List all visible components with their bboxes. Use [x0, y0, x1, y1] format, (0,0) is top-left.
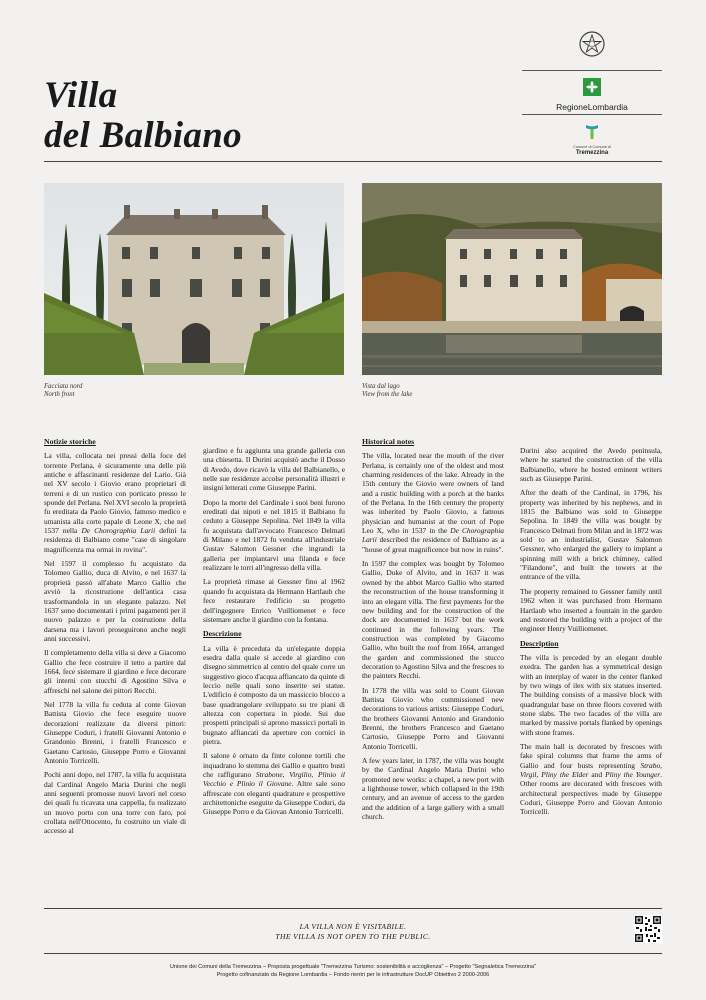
header-divider: [44, 161, 662, 162]
caption-north-front-en: North front: [44, 391, 75, 398]
region-cross-icon: [583, 78, 601, 96]
footer-divider: [44, 953, 662, 954]
caption-north-front: [44, 383, 82, 399]
english-column-2: [520, 446, 662, 822]
logos-column: [522, 20, 662, 160]
heading-description: Description: [520, 638, 559, 648]
logo-divider: [522, 114, 662, 115]
caption-lake-view-en: View from the lake: [362, 391, 413, 398]
footer-credits: [0, 963, 706, 979]
tremezzina-logo: [522, 122, 662, 157]
english-paragraph: A few years later, in 1787, the villa was bought by the Cardinal Angelo Maria Durini who promoted new works: a chapel, a new port with a lighthouse tower, which collapsed in the 19th century, and an avenue of access to the garden and the addition of a large gallery with a small church.: [362, 756, 504, 822]
italian-column-2: [203, 446, 345, 822]
tremezzina-small-text: Comune di Comune di: [573, 145, 611, 149]
english-paragraph: The main hall is decorated by frescoes with fake spiral columns that frame the arms of Gallio and four busts representing Strabo, Virgil, Pliny the Elder and Pliny the Younger. Other rooms are decorated with frescoes with architectural perspectives made by Giuseppe Coduri, Giuseppe Porro and Giovan Antonio Torricelli.: [520, 741, 662, 817]
italian-paragraph: La proprietà rimase ai Gessner fino al 1962 quando fu acquistata da Hermann Hartlaub che fece restaurare l'edificio su progetto dell'ingegnere Enrico Vuilliomenet e fece sistemare anche il giardino con la fontana.: [203, 577, 345, 624]
republic-emblem-icon: [522, 28, 662, 65]
photo-lake-view: [362, 183, 662, 375]
page-title: [44, 76, 242, 156]
italian-paragraph: La villa, collocata nei pressi della foce del torrente Perlana, è sicuramente una delle più antiche e affascinanti residenze del Lario. Già nel XV secolo i Giovio erano proprietari di terreni e di un rustico con porticato presso le sponde del Perlana. Nel XVI secolo la proprietà fu ereditata da Paolo Giovio, famoso medico e umanista alla corte papale di Leone X, che nel 1537 nella De Chorographia Larii definì la residenza di Balbiano come "case di singolare magnificenza ma ormai in rovina".: [44, 451, 187, 554]
region-logo-text: RegioneLombardia: [556, 102, 628, 112]
notice-english: THE VILLA IS NOT OPEN TO THE PUBLIC.: [275, 932, 431, 941]
photo-north-front: [44, 183, 344, 375]
heading-notizie-storiche: Notizie storiche: [44, 437, 96, 446]
visiting-notice: [0, 922, 706, 942]
qr-code-icon[interactable]: [634, 915, 662, 943]
english-paragraph: The property remained to Gessner family until 1962 when it was purchased from Hermann Hartlaub who inserted a fountain in the garden and restored the building with a project of the engineer Henry Vuilliomenet.: [520, 586, 662, 634]
footer-line-1: Unione dei Comuni della Tremezzina – Proposta progettuale "Tremezzina Turismo: sostenibilità e accoglienza" – Progetto "Segnaletica Tremezzina": [169, 964, 537, 970]
italian-paragraph: La villa è preceduta da un'elegante doppia esedra dalla quale si accede al giardino con disegno simmetrico al centro del quale corre un suggestivo gioco d'acqua affiancato da quinte di leccio nelle quali sono inserite sei statue. L'edificio è composto da un massiccio blocco a base quadrangolare sviluppato su tre piani di altezza con copertura in piode. Sui due prospetti principali si aprono massicci portali in bugnato affiancati da aperture con cornici in pietra.: [203, 643, 345, 746]
italian-paragraph: Nel 1597 il complesso fu acquistato da Tolomeo Gallio, duca di Alvito, e nel 1637 la proprietà passò all'abate Marco Gallio che avviò la ricostruzione dell'antica casa trasformandola in un elegante palazzo. Nel 1637 sono documentati i primi pagamenti per il nuovo palazzo e per la costruzione della darsena ma i lavori proseguirono anche negli anni successivi.: [44, 559, 186, 643]
italian-paragraph: Il completamento della villa si deve a Giacomo Gallio che fece costruire il tetto a partire dal 1664, fece sistemare il giardino e fece decorare gli interni con stucchi di Agostino Silva e affreschi nel salone dei pittori Recchi.: [44, 648, 186, 695]
caption-lake-view: [362, 383, 412, 399]
italian-paragraph: Il salone è ornato da finte colonne tortili che inquadrano lo stemma dei Gallio e quattro busti che raffigurano Strabone, Virgilio, Plinio il Vecchio e Plinio il Giovane. Altre sale sono affrescate con eleganti quadrature e prospettive architettoniche eseguite da Giuseppe Coduri, da Giuseppe Porro e da Giovan Antonio Torricelli.: [203, 751, 346, 817]
english-paragraph: In 1597 the complex was bought by Tolomeo Gallio, Duke of Alvito, and in 1637 it was owned by the abbot Marco Gallio who started the reconstruction of the house transforming it into an elegant villa. The first payments for the new building and for the construction of the dock are documented in 1637 but the work continued in the following years. The construction was completed by Giacomo Gallio, who built the roof from 1664, arranged the garden and commissioned the stucco decoration to Agostino Silva and the frescoes to the painters Recchi.: [362, 559, 504, 681]
italian-paragraph: Pochi anni dopo, nel 1787, la villa fu acquistata dal Cardinal Angelo Maria Durini che negli anni seguenti promosse nuovi lavori nel corso dei quali fu ricavata una cappella, fu realizzato un nuovo porto con una torre con faro, poi crollata nell'Ottocento, fu costruito un viale di accesso al: [44, 770, 186, 836]
heading-descrizione: Descrizione: [203, 629, 242, 639]
italian-paragraph: Dopo la morte del Cardinale i suoi beni furono ereditati dai nipoti e nel 1815 il Balbiano fu ceduto a Giuseppe Sepolina. Nel 1849 la villa fu acquistata dall'avvocato Francesco Delmati di Milano e nel 1872 fu venduta all'industriale Gustav Salomon Gessner che ingrandì la galleria per impiantarvi una filanda e fece realizzare le torri all'ingresso della villa.: [203, 497, 345, 573]
english-paragraph: After the death of the Cardinal, in 1796, his property was inherited by his nephews, and in 1815 the Balbiano was sold to Giuseppe Sepolina. In 1849 the villa was bought by Francesco Delmati from Milan and in 1872 was sold to an industrialist, Gustav Salomon Gessner, who enlarged the gallery to implant a spinning mill with a brick chimney, called "Filandone", and built the towers at the entrance of the villa.: [520, 488, 662, 582]
caption-north-front-it: Facciata nord: [44, 383, 83, 390]
english-paragraph: The villa is preceded by an elegant double exedra. The garden has a symmetrical design with an interplay of water in the center flanked by two wings of ilex with six statues inserted. The building consists of a massive block with quadrangular base on three floors covered with stone slabs. The two facades of the villa are marked by massive portals flanked by openings with stone frames.: [520, 652, 662, 737]
logo-divider: [522, 70, 662, 71]
english-paragraph: In 1778 the villa was sold to Count Giovan Battista Giovio who commissioned new decorations to various artists: Giuseppe Coduri, the brothers Giovanni Antonio and Grandonio Brenni, the brothers Francesco and Gaetano Cartosio, Giuseppe Porro and Giovanni Antonio Torricelli.: [362, 685, 504, 751]
italian-column-1: [44, 437, 186, 841]
english-paragraph: The villa, located near the mouth of the river Perlana, is certainly one of the oldest and most charming residences of the lake. Already in the 15th century the Giovio were owners of land and a rustic building with a porch at the banks of the Perlana. In the 16th century the property was inherited by Paolo Giovio, a famous physician and humanist at the court of Pope Leo X, who in 1537 in the De Chorographia Larii described the residence of Balbiano as a "house of great magnificence but now in ruins".: [362, 451, 504, 554]
footer-divider: [44, 908, 662, 909]
caption-lake-view-it: Vista dal lago: [362, 383, 400, 390]
italian-paragraph: giardino e fu aggiunta una grande galleria con una chiesetta. Il Durini acquistò anche il Dosso di Avedo, dove ricavò la villa del Balbianello, e nelle sue residenze accolse personalità illustri e insigni letterati come Giuseppe Parini.: [203, 446, 345, 493]
region-logo: [522, 78, 662, 112]
heading-historical-notes: Historical notes: [362, 437, 415, 446]
tremezzina-mark-icon: [583, 122, 601, 140]
notice-italian: LA VILLA NON È VISITABILE.: [299, 922, 407, 931]
footer-line-2: Progetto cofinanziato da Regione Lombardia – Fondo rientri per le infrastrutture DocUP Obiettivo 2 2000-2006: [216, 972, 490, 978]
english-paragraph: Durini also acquired the Avedo peninsula, where he started the construction of the villa Balbianello, where he hosted eminent writers such as Giuseppe Parini.: [520, 446, 662, 484]
italian-paragraph: Nel 1778 la villa fu ceduta al conte Giovan Battista Giovio che fece eseguire nuove decorazioni realizzate da diversi pittori: Giuseppe Coduri, i fratelli Giovanni Antonio e Grandonio Brenni, i fratelli Francesco e Gaetano Cartosio, Giuseppe Porro e Giovanni Antonio Torricelli.: [44, 699, 186, 765]
english-column-1: [362, 437, 504, 826]
title-line-2: del Balbiano: [44, 115, 242, 156]
title-line-1: Villa: [44, 75, 118, 116]
tremezzina-logo-text: Tremezzina: [575, 150, 609, 156]
